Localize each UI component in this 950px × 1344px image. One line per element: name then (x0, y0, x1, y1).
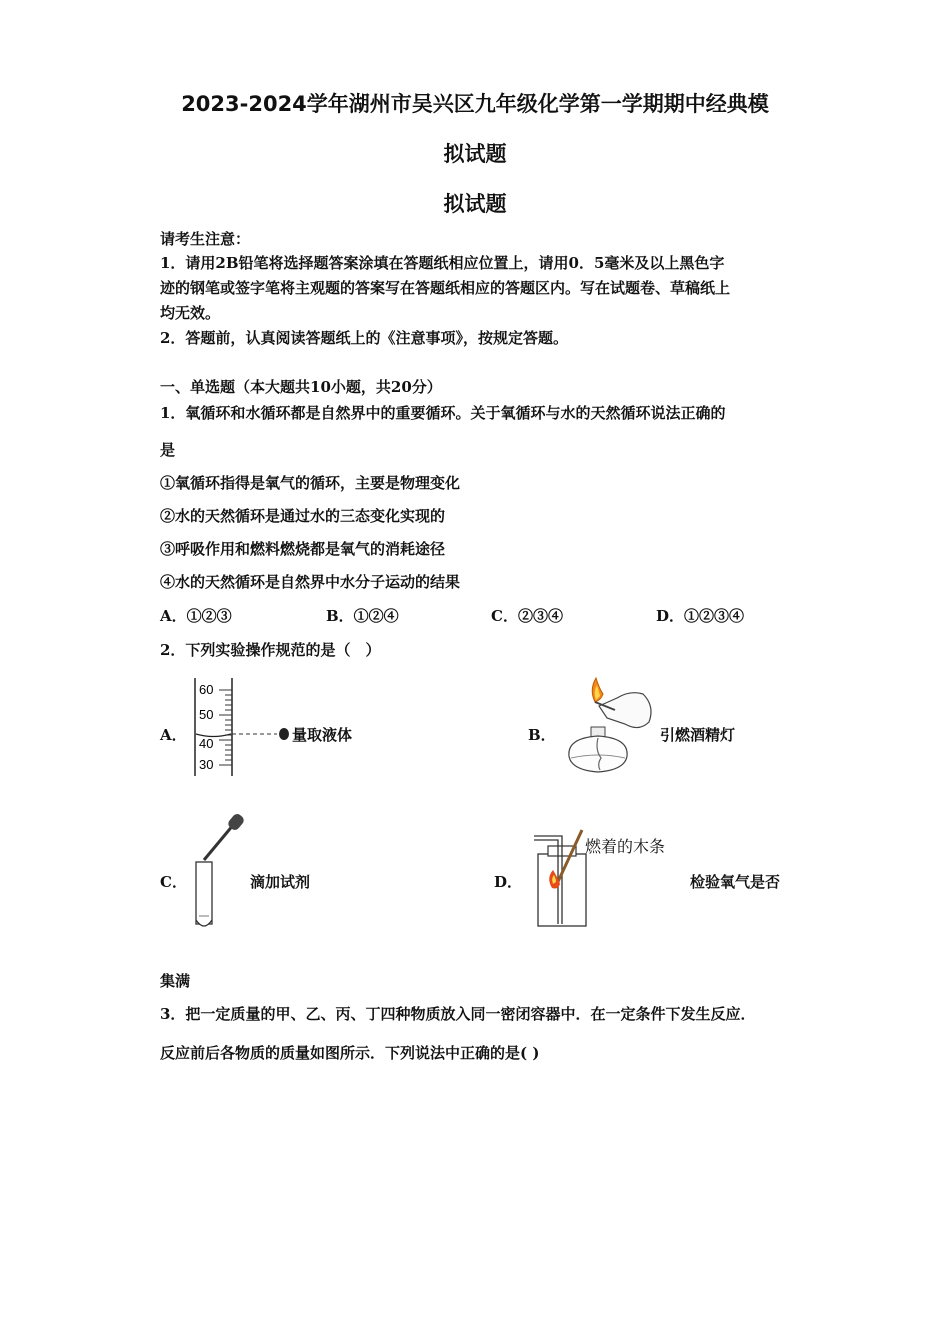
eye-icon (279, 728, 289, 740)
q2-option-d-label: 检验氧气是否 (690, 873, 781, 891)
q1-stem-line2: 是 (160, 441, 176, 459)
q1-statement-4: ④水的天然循环是自然界中水分子运动的结果 (160, 573, 461, 591)
graduated-cylinder-figure (185, 676, 295, 778)
notice-item2: 2．答题前，认真阅读答题纸上的《注意事项》，按规定答题。 (160, 329, 568, 347)
q1-statement-2: ②水的天然循环是通过水的三态变化实现的 (160, 507, 446, 525)
q2-option-a-label: 量取液体 (292, 726, 353, 744)
q2-option-c-label: 滴加试剂 (250, 873, 311, 891)
notice-item1-line3: 均无效。 (160, 304, 221, 322)
q1-statement-1: ①氧循环指得是氧气的循环，主要是物理变化 (160, 474, 461, 492)
notice-item1-line1: 1．请用2B铅笔将选择题答案涂填在答题纸相应位置上，请用0．5毫米及以上黑色字 (160, 254, 725, 272)
cylinder-tick-60: 60 (199, 682, 214, 697)
cylinder-tick-40: 40 (199, 736, 214, 751)
q2-stem: 2．下列实验操作规范的是（ ） (160, 641, 381, 659)
notice-heading: 请考生注意： (160, 230, 251, 248)
section1-heading: 一、单选题（本大题共10小题，共20分） (160, 378, 442, 396)
exam-title-line3: 拟试题 (443, 192, 507, 216)
alcohol-lamp-figure (555, 672, 660, 780)
q3-stem-line2: 反应前后各物质的质量如图所示．下列说法中正确的是( ) (160, 1044, 540, 1062)
test-tube-dropper-figure (190, 812, 250, 934)
q1-option-b[interactable]: B．①②④ (326, 607, 399, 625)
q1-stem-line1: 1．氧循环和水循环都是自然界中的重要循环。关于氧循环与水的天然循环说法正确的 (160, 404, 726, 422)
q2-option-b-label: 引燃酒精灯 (660, 726, 736, 744)
cylinder-tick-50: 50 (199, 707, 214, 722)
notice-item1-line2: 迹的钢笔或签字笔将主观题的答案写在答题纸相应的答题区内。写在试题卷、草稿纸上 (160, 279, 731, 297)
q2-option-b-letter[interactable]: B． (528, 726, 556, 744)
q2-option-a-letter[interactable]: A． (160, 726, 187, 744)
q1-option-c[interactable]: C．②③④ (491, 607, 563, 625)
cylinder-tick-30: 30 (199, 757, 214, 772)
q1-option-a[interactable]: A．①②③ (160, 607, 232, 625)
q2-option-c-letter[interactable]: C． (160, 873, 187, 891)
exam-title-line1: 2023-2024学年湖州市吴兴区九年级化学第一学期期中经典模 (181, 92, 769, 116)
q2-option-d-letter[interactable]: D． (494, 873, 523, 891)
q3-stem-line1: 3．把一定质量的甲、乙、丙、丁四种物质放入同一密闭容器中．在一定条件下发生反应． (160, 1005, 756, 1023)
exam-title-line2: 拟试题 (443, 142, 507, 166)
q1-option-d[interactable]: D．①②③④ (656, 607, 745, 625)
q1-statement-3: ③呼吸作用和燃料燃烧都是氧气的消耗途径 (160, 540, 446, 558)
q2-option-d-label-tail: 集满 (160, 972, 191, 990)
burning-stick-annotation: 燃着的木条 (585, 837, 666, 856)
